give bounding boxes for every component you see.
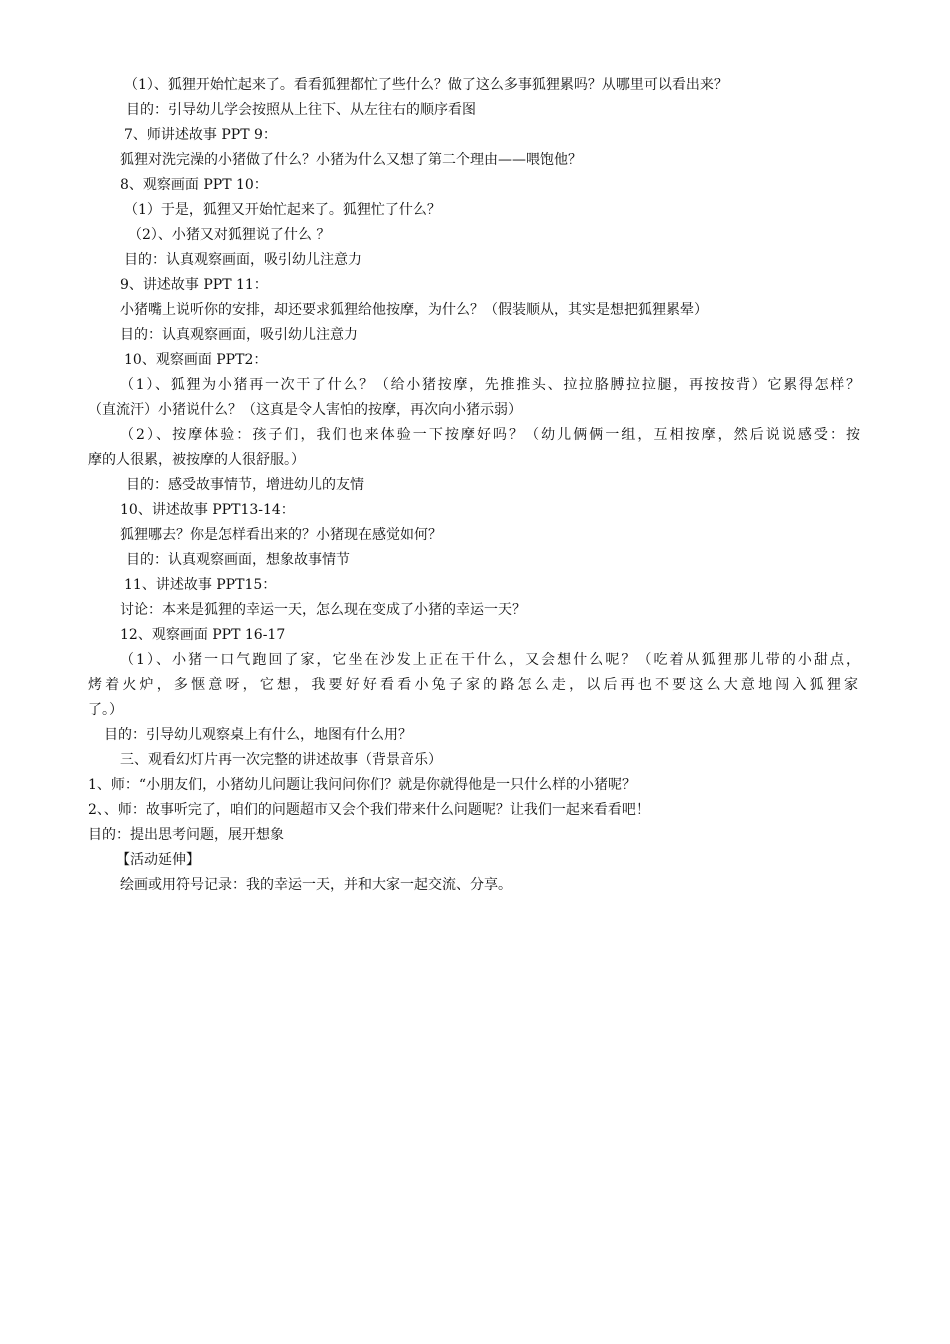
text-line: （1）于是，狐狸又开始忙起来了。狐狸忙了什么？ <box>124 202 441 218</box>
text-line: 烤着火炉，多惬意呀，它想，我要好好看看小兔子家的路怎么走，以后再也不要这么大意地闯入狐狸家 <box>88 677 858 693</box>
text-line: （1）、狐狸为小猪再一次干了什么？（给小猪按摩，先推推头、拉拉胳膊拉拉腿，再按按背）它累得怎样？ <box>120 377 860 393</box>
text-line: 狐狸对洗完澡的小猪做了什么？小猪为什么又想了第二个理由——喂饱他？ <box>120 152 582 168</box>
text-line: 小猪嘴上说听你的安排，却还要求狐狸给他按摩，为什么？（假装顺从，其实是想把狐狸累晕） <box>120 302 708 318</box>
text-line: 12、观察画面 PPT 16-17 <box>120 627 286 643</box>
text-line: 目的：感受故事情节，增进幼儿的友情 <box>126 477 364 493</box>
text-line: 讨论：本来是狐狸的幸运一天，怎么现在变成了小猪的幸运一天？ <box>120 602 526 618</box>
text-line: 摩的人很累，被按摩的人很舒服。） <box>88 452 305 468</box>
text-line: 目的：提出思考问题，展开想象 <box>88 827 284 843</box>
text-line: （1）、狐狸开始忙起来了。看看狐狸都忙了些什么？做了这么多事狐狸累吗？从哪里可以看出来？ <box>124 77 728 93</box>
section-heading: 【活动延伸】 <box>116 852 200 868</box>
text-line: 目的：引导幼儿观察桌上有什么，地图有什么用？ <box>104 727 412 743</box>
text-line: 7、师讲述故事 PPT 9： <box>124 127 277 143</box>
text-line: （2）、小猪又对狐狸说了什么 ？ <box>128 227 331 243</box>
text-line: 狐狸哪去？你是怎样看出来的？小猪现在感觉如何？ <box>120 527 442 543</box>
text-line: 三、观看幻灯片再一次完整的讲述故事（背景音乐） <box>120 752 442 768</box>
text-line: 目的：认真观察画面，想象故事情节 <box>126 552 350 568</box>
text-line: 目的：认真观察画面，吸引幼儿注意力 <box>120 327 358 343</box>
text-line: 9、讲述故事 PPT 11： <box>120 277 268 293</box>
text-line: 1、师：“小朋友们，小猪幼儿问题让我问问你们？就是你就得他是一只什么样的小猪呢？ <box>88 777 637 793</box>
text-line: 10、观察画面 PPT2： <box>124 352 268 368</box>
text-line: 2、、师：故事听完了，咱们的问题超市又会个我们带来什么问题呢？让我们一起来看看吧！ <box>88 802 650 818</box>
text-line: （2）、按摩体验：孩子们，我们也来体验一下按摩好吗？（幼儿俩俩一组，互相按摩，然后说说感受：按 <box>120 427 860 443</box>
text-line: 8、观察画面 PPT 10： <box>120 177 268 193</box>
text-line: 目的：认真观察画面，吸引幼儿注意力 <box>124 252 362 268</box>
text-line: 目的：引导幼儿学会按照从上往下、从左往右的顺序看图 <box>126 102 476 118</box>
text-line: （1）、小猪一口气跑回了家，它坐在沙发上正在干什么，又会想什么呢？（吃着从狐狸那儿带的小甜点， <box>120 652 860 668</box>
text-line: 绘画或用符号记录：我的幸运一天，并和大家一起交流、分享。 <box>120 877 512 893</box>
text-line: 10、讲述故事 PPT13-14： <box>120 502 295 518</box>
text-line: 了。） <box>88 702 123 718</box>
text-line: （直流汗）小猪说什么？（这真是令人害怕的按摩，再次向小猪示弱） <box>88 402 522 418</box>
text-line: 11、讲述故事 PPT15： <box>124 577 277 593</box>
